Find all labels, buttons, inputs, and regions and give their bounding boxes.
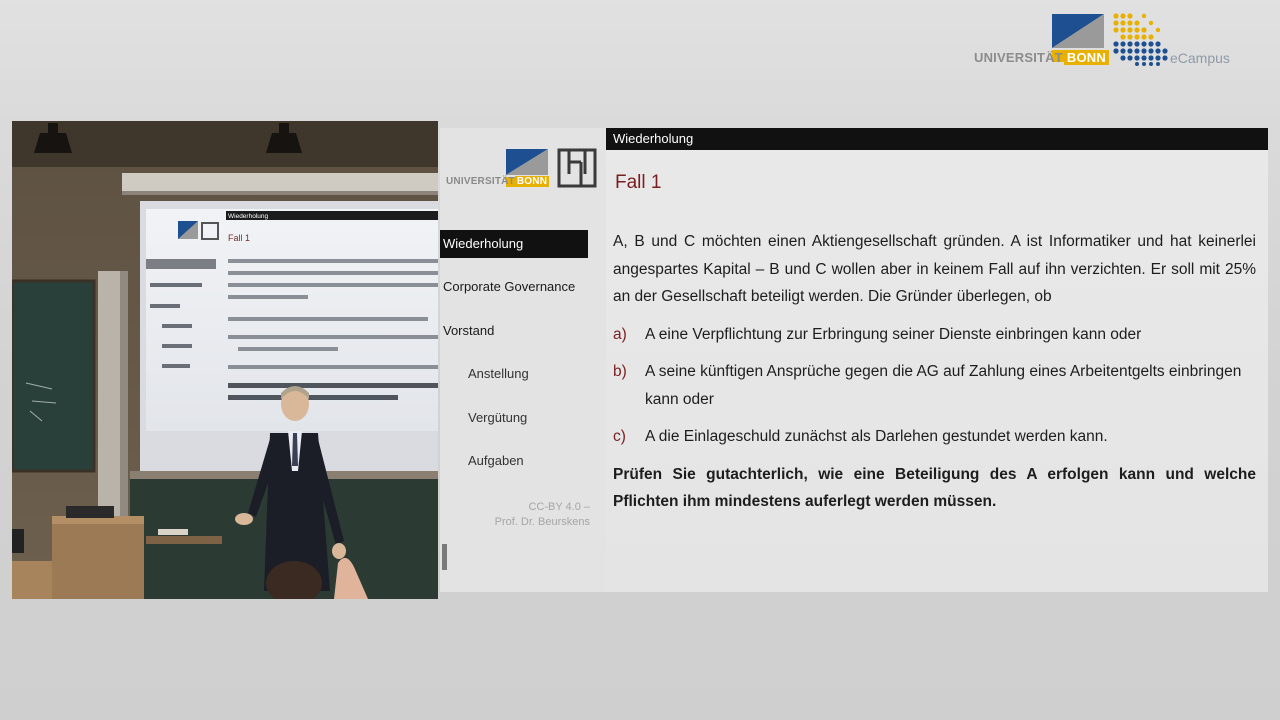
nav-item-vorstand[interactable]: Vorstand (443, 323, 495, 338)
svg-text:Wiederholung: Wiederholung (228, 213, 269, 220)
nav-item-corporate-governance[interactable]: Corporate Governance (443, 279, 576, 294)
option-letter: b) (613, 363, 627, 380)
lecture-video-frame (12, 121, 438, 599)
university-wordmark: UNIVERSITÄT BONN (974, 50, 1109, 65)
nav-item-anstellung[interactable]: Anstellung (468, 366, 529, 381)
task-statement: Prüfen Sie gutachterlich, wie eine Beteiligung des A erfolgen kann und welche Pflichten ihm mindestens auferlegt werden müssen. (613, 465, 1256, 510)
slide-university-logo (444, 148, 594, 192)
lecture-video[interactable] (12, 121, 438, 599)
option-letter: c) (613, 428, 626, 445)
option-text: A seine künftigen Ansprüche gegen die AG auf Zahlung eines Arbeitentgelts einbringen kann oder (645, 363, 1242, 408)
case-description: A, B und C möchten einen Aktiengesellschaft gründen. A ist Informatiker und hat keinerlei angespartes Kapital – B und C wollen aber in keinem Fall auf ihn verzichten. Er soll mit 25% an der Gesellschaft beteiligt werden. Die Gründer überlegen, ob (613, 233, 1256, 305)
option-c (613, 423, 1256, 451)
option-b (613, 358, 1256, 413)
license-note: CC-BY 4.0 – Prof. Dr. Beurskens (494, 501, 590, 528)
slide-scrollbar[interactable] (442, 544, 447, 570)
nav-item-wiederholung[interactable]: Wiederholung (440, 230, 588, 258)
option-a (613, 321, 1256, 349)
option-letter: a) (613, 325, 627, 343)
nav-item-aufgaben[interactable]: Aufgaben (468, 453, 524, 468)
ceiling-light-left-icon (34, 133, 72, 153)
option-text: A eine Verpflichtung zur Erbringung seiner Dienste einbringen kann oder (645, 325, 1142, 343)
ceiling-light-right-icon (266, 133, 302, 153)
law-faculty-mark-icon (557, 148, 597, 188)
slide-header: Wiederholung (606, 128, 1268, 150)
slide-title: Fall 1 (615, 172, 662, 193)
nav-item-verguetung[interactable]: Vergütung (468, 410, 528, 425)
svg-text:Fall 1: Fall 1 (228, 233, 251, 243)
slide-body (613, 228, 1256, 516)
slide-university-wordmark: UNIVERSITÄT BONN (446, 176, 548, 187)
ecampus-logo (972, 12, 1234, 70)
ecampus-dots-icon (1112, 12, 1168, 66)
slide-panel (440, 128, 1268, 592)
ecampus-wordmark: eCampus (1170, 50, 1230, 66)
option-text: A die Einlageschuld zunächst als Darlehen gestundet werden kann. (645, 428, 1108, 445)
